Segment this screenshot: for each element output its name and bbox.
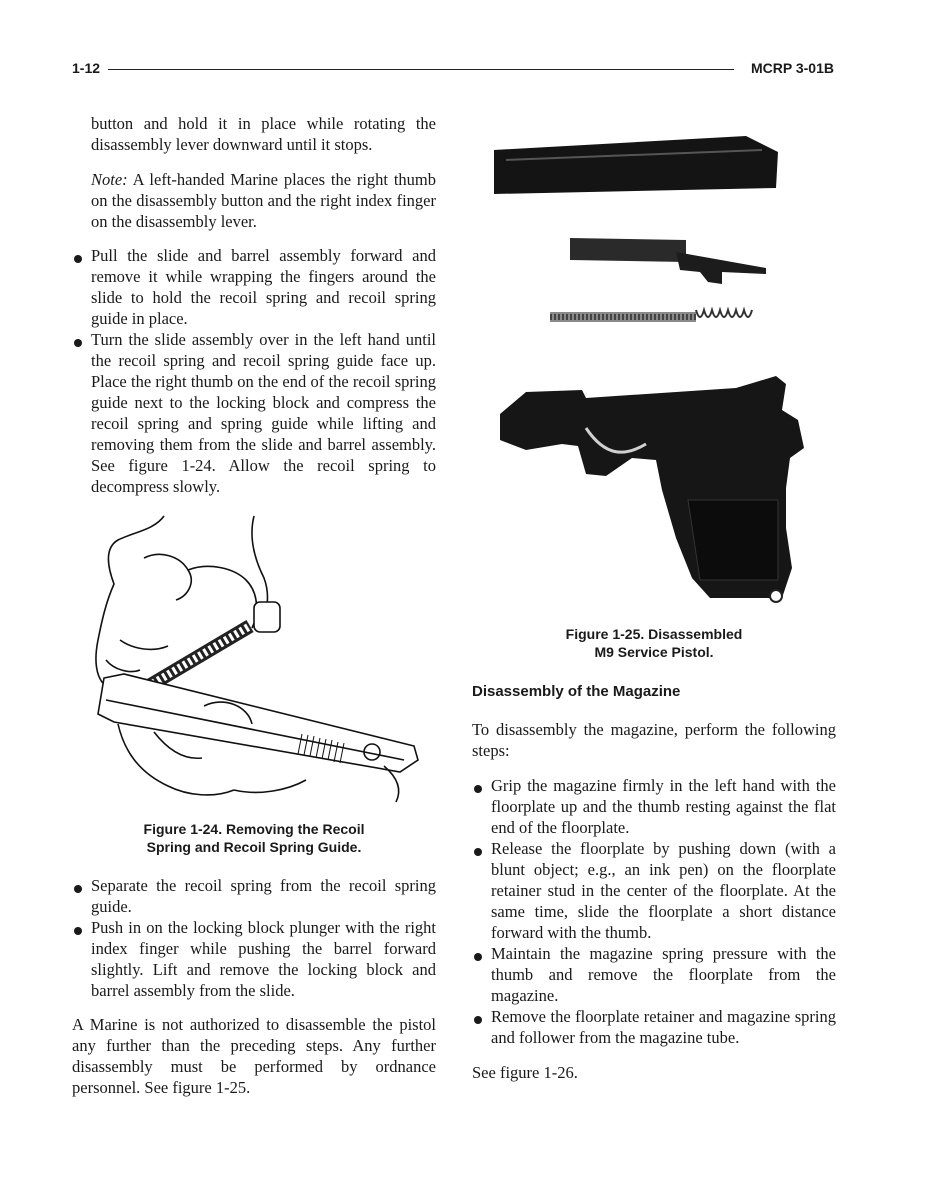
finger-line [106,660,140,672]
page-number: 1-12 [72,60,108,76]
paragraph-continued: button and hold it in place while rotating the disassembly lever downward until it stops. [91,114,436,154]
list-item: Push in on the locking block plunger with the right index finger while pushing the barrel forward slightly. Lift and remove the locking block and barrel assembly from the slide. [72,917,436,1001]
left-column-text-bottom [72,875,436,1098]
bullet-list-2 [72,875,436,1001]
magazine-steps-list [472,775,836,1048]
right-column-text [472,681,836,1083]
slide-part [494,136,778,194]
page-header [72,56,834,84]
locking-block [676,252,766,284]
spring-end [696,310,752,317]
note-label: Note: [91,170,128,189]
caption-line: Figure 1-25. Disassembled [565,626,743,642]
figure-1-24-caption [72,820,436,856]
caption-line: Spring and Recoil Spring Guide. [146,839,362,855]
left-column-text-top [72,113,436,497]
barrel-part [570,238,686,262]
list-item: Grip the magazine firmly in the left hand with the floorplate up and the thumb resting against the flat end of the floorplate. [472,775,836,838]
list-item: Turn the slide assembly over in the left hand until the recoil spring and recoil spring guide face up. Place the right thumb on the end of the recoil spring guide next to the locking block and compress the recoil spring and spring guide while lifting and removing them from the slide and barrel assembly. See figure 1-24. Allow the recoil spring to decompress slowly. [72,329,436,497]
slide-outline [98,674,418,772]
document-id: MCRP 3-01B [743,60,834,76]
note-text: A left-handed Marine places the right thumb on the disassembly button and the right index finger on the disassembly lever. [91,170,436,231]
thumb-nail [254,602,280,632]
figure-1-24-illustration [84,510,424,810]
lanyard-loop [770,590,782,602]
intro-paragraph: To disassembly the magazine, perform the following steps: [472,720,836,760]
finger-line [144,554,191,600]
finger-line [120,640,168,649]
note-paragraph [72,169,436,232]
section-heading: Disassembly of the Magazine [472,683,681,700]
hand-outline [234,780,306,792]
finger-line [188,566,257,628]
figure-1-25-illustration [486,128,826,618]
list-item: Separate the recoil spring from the recoil spring guide. [72,875,436,917]
see-figure-reference: See figure 1-26. [472,1063,578,1082]
bullet-list-1 [72,245,436,497]
list-item: Pull the slide and barrel assembly forward and remove it while wrapping the fingers around the slide to hold the recoil spring and recoil spring guide in place. [72,245,436,329]
closing-paragraph: A Marine is not authorized to disassemble the pistol any further than the preceding steps. Any further disassembly must be performed by ordnance personnel. See figure 1-25. [72,1015,436,1097]
list-item: Maintain the magazine spring pressure with the thumb and remove the floorplate from the magazine. [472,943,836,1006]
caption-line: M9 Service Pistol. [594,644,714,660]
list-item: Release the floorplate by pushing down (with a blunt object; e.g., an ink pen) on the floorplate retainer stud in the center of the floorplate. At the same time, slide the floorplate a short distance forward with the thumb. [472,838,836,943]
header-rule [106,69,734,70]
grip-panel [688,500,778,580]
figure-1-25-caption [472,625,836,661]
list-item: Remove the floorplate retainer and magazine spring and follower from the magazine tube. [472,1006,836,1048]
caption-line: Figure 1-24. Removing the Recoil [143,821,365,837]
hand-outline [96,516,164,688]
